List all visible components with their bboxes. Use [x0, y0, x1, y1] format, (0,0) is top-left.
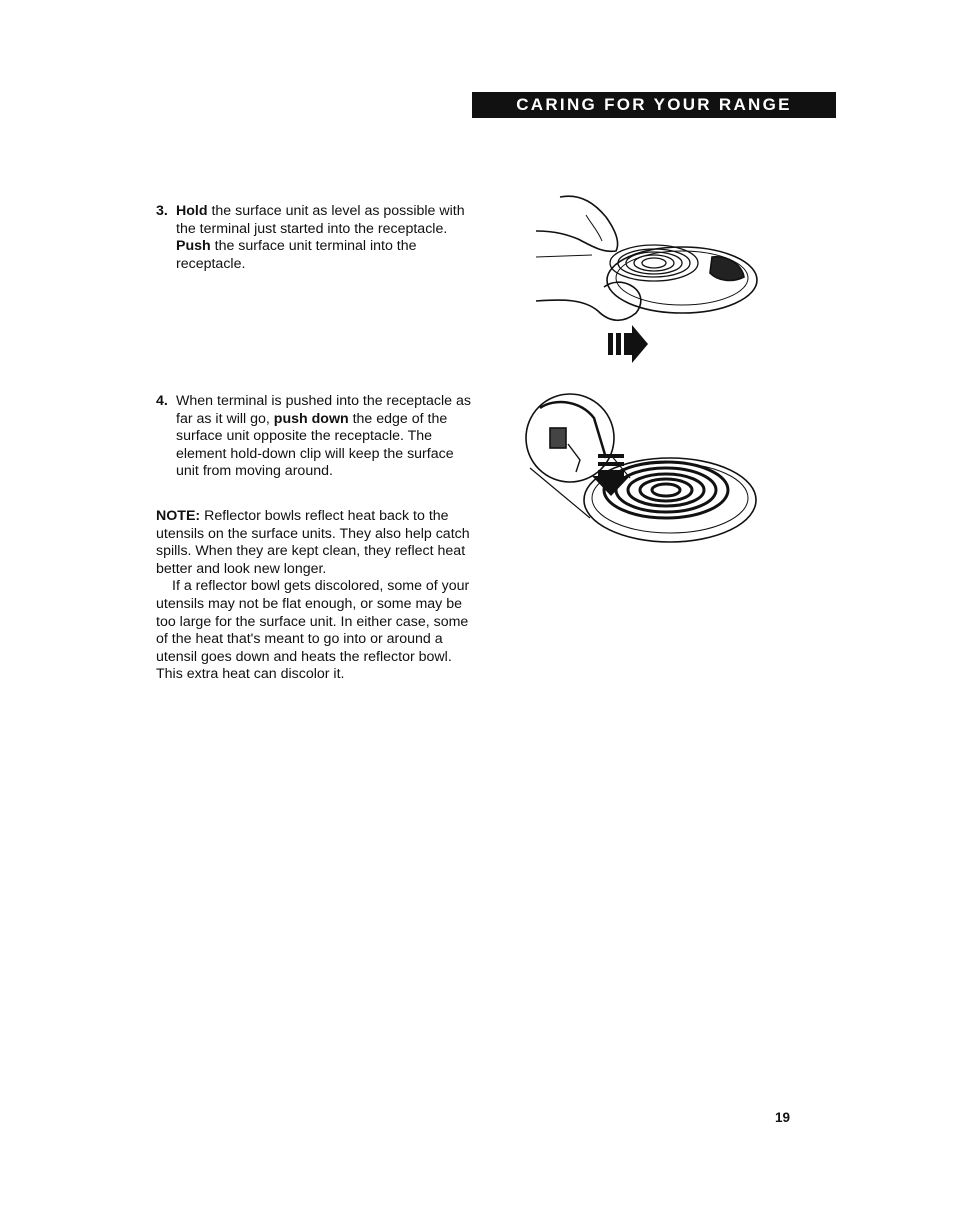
- note-block: [156, 508, 476, 684]
- step-emphasis-push: Push: [176, 238, 211, 255]
- illustration-insert-terminal: [532, 195, 762, 365]
- note-label: NOTE:: [156, 508, 201, 524]
- step-text: [176, 203, 476, 273]
- step-number: 3.: [156, 203, 168, 219]
- note-text: Reflector bowls reflect heat back to the utensils on the surface units. They also help catch spills. When they are kept clean, they reflect heat better and look new longer.: [156, 508, 470, 577]
- step-4: [156, 393, 476, 481]
- step-text-part: When terminal is pushed into the receptacle as far as it will go,: [176, 393, 471, 427]
- page-number: 19: [775, 1110, 791, 1125]
- step-emphasis-hold: Hold: [176, 203, 208, 219]
- step-3: [156, 203, 476, 273]
- step-text: [176, 393, 476, 481]
- note-paragraph-2: If a reflector bowl gets discolored, some of your utensils may not be flat enough, or some may be too large for the surface unit. In either case, some of the heat that's meant to go into or around a utensil goes down and heats the reflector bowl. This extra heat can discolor it.: [156, 578, 470, 683]
- step-number: 4.: [156, 393, 168, 409]
- section-header: CARING FOR YOUR RANGE: [472, 92, 836, 118]
- illustration-push-down-unit: [520, 388, 760, 558]
- arrow-right-icon: [608, 325, 648, 363]
- step-text-part: the surface unit as level as possible with the terminal just started into the receptacle.: [176, 203, 465, 237]
- note-paragraph-1: [156, 508, 476, 578]
- step-emphasis-push-down: push down: [273, 410, 349, 427]
- step-text-part: the edge of the surface unit opposite the receptacle. The element hold-down clip will keep the surface unit from moving around.: [176, 410, 454, 480]
- arrow-down-icon: [592, 454, 630, 496]
- step-text-part: the surface unit terminal into the receptacle.: [176, 238, 417, 272]
